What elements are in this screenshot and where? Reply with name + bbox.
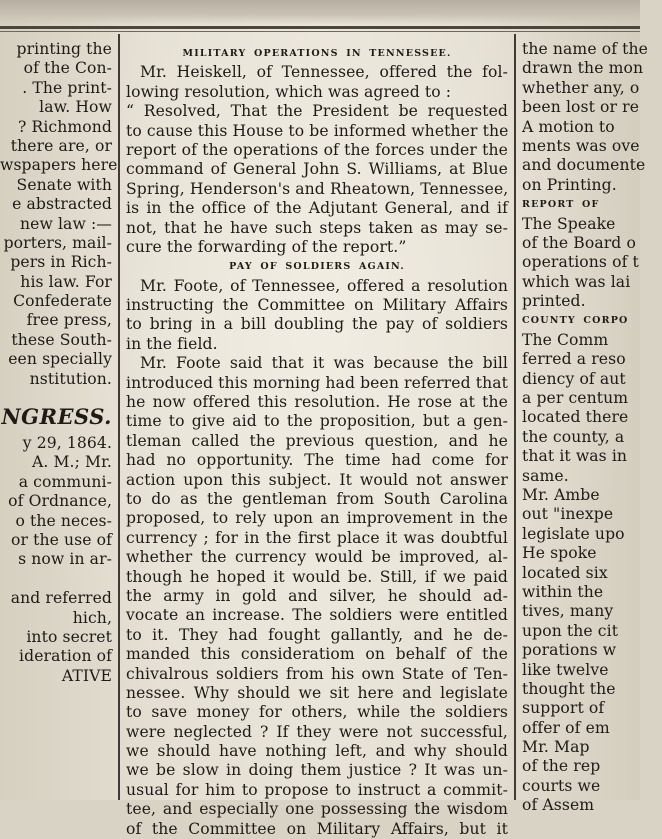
top-rule [0, 26, 640, 29]
text-line: A motion to [522, 117, 615, 136]
text-line: porters, mail- [3, 233, 112, 252]
text-line: y 29, 1864. [22, 434, 112, 453]
text-line: been lost or re [522, 98, 640, 117]
text-line: or the use of [11, 530, 112, 549]
text-line: ments was ove [522, 136, 640, 155]
text-line: a communi- [18, 472, 112, 491]
text-line: located there [522, 408, 629, 427]
text-line: chivalrous soldiers from his own State of Ten- [126, 664, 508, 683]
text-line: were neglected ? If they were not successful, [126, 722, 508, 741]
text-line: s now in ar- [18, 550, 112, 569]
text-line: new law :— [19, 214, 112, 233]
text-line: . The print- [22, 78, 112, 97]
text-line: A. M.; Mr. [32, 453, 112, 472]
text-line: e abstracted [12, 195, 112, 214]
text-line: free press, [26, 311, 112, 330]
text-line: introduced this morning had been referred that [126, 373, 508, 392]
text-line: een specially [8, 350, 112, 369]
text-line: is in the office of the Adjutant General, and if [126, 199, 508, 218]
text-line: his law. For [20, 272, 112, 291]
text-line: manded this consideratiom on behalf of the [126, 645, 508, 664]
text-line: ? Richmond [17, 117, 112, 136]
heading-report-of: REPORT OF [522, 199, 600, 211]
text-line: Mr. Foote said that it was because the bill [140, 354, 508, 373]
top-rule-thin [0, 31, 640, 32]
text-line: the county, a [522, 427, 625, 446]
middle-column [126, 44, 508, 839]
text-line: nessee. Why should we sit here and legislate [126, 683, 508, 702]
text-line: law. How [39, 98, 112, 117]
text-line: legislate upo [522, 524, 625, 543]
text-line: porations w [522, 641, 617, 660]
column-rule-right [514, 34, 516, 800]
text-line: tee, and especially one possessing the wisdom [126, 800, 508, 819]
left-column [0, 40, 118, 686]
heading-pay-of-soldiers: PAY OF SOLDIERS AGAIN. [229, 261, 405, 273]
text-line: of Ordnance, [8, 492, 112, 511]
text-line: and referred [10, 589, 112, 608]
text-line: thought the [522, 679, 616, 698]
text-line: offer of em [522, 718, 610, 737]
text-line: command of General John S. Williams, at Blue [126, 160, 508, 179]
paragraph-foote-resolution [126, 277, 508, 355]
text-line: Mr. Ambe [522, 485, 600, 504]
left-column-top [0, 40, 118, 389]
text-line: diency of aut [522, 369, 626, 388]
text-line: of the Board o [522, 233, 636, 252]
text-line: of Assem [522, 796, 595, 815]
text-line: printing the [16, 40, 112, 58]
text-line: hich, [72, 608, 112, 627]
text-line: courts we [522, 776, 601, 795]
text-line: He spoke [522, 544, 597, 563]
text-line: to do as the gentleman from South Carolina [126, 489, 508, 508]
text-line: action upon this subject. It would not answer [126, 470, 508, 489]
text-line: drawn the mon [522, 59, 644, 78]
text-line: the name of the [522, 40, 648, 58]
right-column-middle [522, 215, 662, 312]
text-line: usual for him to propose to instruct a commit- [126, 780, 508, 799]
text-line: Spring, Henderson's and Rheatown, Tennessee, [126, 179, 509, 198]
text-line: in the field. [126, 334, 218, 353]
text-line: of the Con- [23, 59, 112, 78]
text-line: ATIVE [61, 666, 112, 685]
text-line: cure the forwarding of the report.” [126, 237, 407, 256]
text-line: The Speake [522, 214, 616, 233]
text-line: though he hoped it would be. Still, if we paid [126, 567, 508, 586]
text-line: Mr. Foote, of Tennessee, offered a resolution [140, 276, 508, 295]
text-line: tives, many [522, 602, 614, 621]
text-line: “ Resolved, That the President be requested [126, 102, 508, 121]
text-line: to it. They had fought gallantly, and he de- [126, 625, 508, 644]
left-column-bottom [0, 434, 112, 686]
text-line: into secret [26, 627, 112, 646]
text-line: and documente [522, 156, 646, 175]
page-top-shadow [0, 0, 640, 26]
text-line: wspapers here [0, 156, 118, 175]
text-line: printed. [522, 292, 586, 311]
text-line: of the rep [522, 757, 601, 776]
text-line: operations of t [522, 253, 639, 272]
text-line: on Printing. [522, 175, 617, 194]
text-line: Senate with [16, 175, 112, 194]
text-line: he now offered this resolution. He rose at the [126, 393, 508, 412]
text-line: out "inexpe [522, 505, 614, 524]
right-column-top [522, 40, 662, 195]
text-line: to cause this House to be informed whether the [126, 121, 509, 140]
text-line: tleman called the previous question, and he [126, 431, 508, 450]
text-line [0, 570, 112, 589]
text-line: a per centum [522, 389, 629, 408]
text-line: time to give aid to the proposition, but a gen- [126, 412, 508, 431]
paragraph-heiskell [126, 63, 508, 102]
text-line: upon the cit [522, 621, 619, 640]
text-line: pers in Rich- [10, 253, 112, 272]
text-line: currency ; for in the first place it was doubtful [126, 528, 508, 547]
text-line: we be slow in doing them justice ? It was un- [126, 761, 508, 780]
text-line: to save money for others, while the soldiers [126, 703, 508, 722]
text-line: instructing the Committee on Military Affairs [126, 296, 508, 315]
heading-county-corporations: COUNTY CORPO [522, 315, 629, 327]
section-heading-congress: NGRESS. [1, 404, 112, 430]
text-line: vocate an increase. The soldiers were entitled [126, 606, 508, 625]
text-line: The Comm [522, 330, 609, 349]
text-line: nstitution. [29, 369, 112, 388]
text-line: these South- [11, 330, 112, 349]
paragraph-foote-speech [126, 354, 508, 839]
text-line: whether any, o [522, 78, 640, 97]
right-column-bottom [522, 331, 662, 816]
text-line: the army in gold and silver, he should ad- [126, 586, 508, 605]
right-column [522, 40, 662, 816]
text-line: located six [522, 563, 608, 582]
text-line: that it was in [522, 447, 628, 466]
text-line: we should have nothing left, and why should [126, 742, 508, 761]
paragraph-resolution [126, 102, 508, 257]
text-line: lowing resolution, which was agreed to : [126, 82, 452, 101]
text-line: o the neces- [15, 511, 112, 530]
text-line: ferred a reso [522, 350, 626, 369]
text-line: report of the operations of the forces under the [126, 140, 508, 159]
text-line: which was lai [522, 272, 631, 291]
text-line: there are, or [10, 136, 112, 155]
heading-military-operations: MILITARY OPERATIONS IN TENNESSEE. [182, 48, 452, 59]
text-line: same. [522, 466, 569, 485]
text-line: Confederate [13, 292, 112, 311]
text-line: within the [522, 582, 604, 601]
text-line: Mr. Map [522, 738, 590, 757]
text-line: whether the currency would be improved, al- [126, 548, 508, 567]
text-line: Mr. Heiskell, of Tennessee, offered the fol- [140, 63, 508, 82]
column-rule-left [118, 34, 120, 800]
text-line: ideration of [19, 647, 112, 666]
text-line: proposed, to rely upon an improvement in the [126, 509, 508, 528]
text-line: had no opportunity. The time had come for [126, 451, 508, 470]
text-line: support of [522, 699, 605, 718]
text-line: of the Committee on Military Affairs, but it [126, 819, 508, 838]
text-line: like twelve [522, 660, 609, 679]
text-line: to bring in a bill doubling the pay of soldiers [126, 315, 508, 334]
text-line: not, that he have such steps taken as may se- [126, 218, 508, 237]
